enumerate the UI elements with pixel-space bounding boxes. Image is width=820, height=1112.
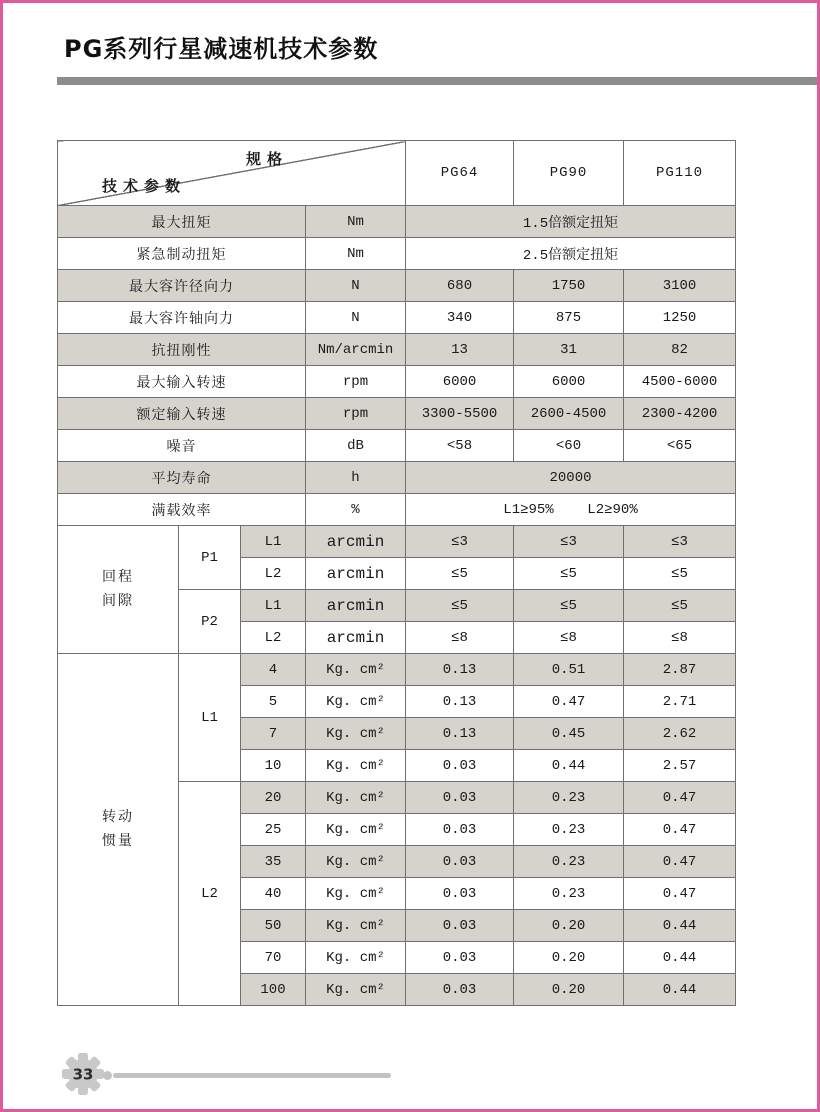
param-name-cell: 平均寿命 — [58, 462, 306, 494]
ratio-cell: 100 — [241, 974, 306, 1006]
ratio-cell: 7 — [241, 718, 306, 750]
table-row — [58, 334, 736, 366]
value-cell-pg110: 2.57 — [624, 750, 736, 782]
value-cell-pg90: ≤3 — [514, 526, 624, 558]
table-row — [58, 238, 736, 270]
value-cell-pg64: 3300-5500 — [406, 398, 514, 430]
unit-cell: h — [306, 462, 406, 494]
backlash-group-cell-line1: 回程 — [102, 568, 134, 585]
ratio-cell: 25 — [241, 814, 306, 846]
unit-cell: Nm/arcmin — [306, 334, 406, 366]
value-cell-pg90: 0.23 — [514, 782, 624, 814]
inertia-group-cell-line1: 转动 — [102, 808, 134, 825]
unit-cell: Kg. cm² — [306, 654, 406, 686]
page-title: PG系列行星减速机技术参数 — [64, 35, 379, 63]
ratio-cell: 35 — [241, 846, 306, 878]
value-cell-pg90: 875 — [514, 302, 624, 334]
value-cell-pg90: 6000 — [514, 366, 624, 398]
param-name-cell: 抗扭刚性 — [58, 334, 306, 366]
value-cell-pg110: 2.62 — [624, 718, 736, 750]
spec-table-body — [58, 141, 736, 1006]
unit-cell: arcmin — [306, 590, 406, 622]
value-cell-pg90: <60 — [514, 430, 624, 462]
value-cell-pg64: ≤8 — [406, 622, 514, 654]
stage-cell: L2 — [241, 622, 306, 654]
table-row — [58, 366, 736, 398]
param-name-cell: 满载效率 — [58, 494, 306, 526]
param-name-cell: 额定输入转速 — [58, 398, 306, 430]
ratio-cell: 10 — [241, 750, 306, 782]
unit-cell: arcmin — [306, 622, 406, 654]
param-name-cell: 最大输入转速 — [58, 366, 306, 398]
param-name-cell: 最大容许径向力 — [58, 270, 306, 302]
param-name-cell: 紧急制动扭矩 — [58, 238, 306, 270]
value-cell-pg64: 0.03 — [406, 782, 514, 814]
unit-cell: Kg. cm² — [306, 686, 406, 718]
value-cell-pg110: 0.47 — [624, 782, 736, 814]
unit-cell: % — [306, 494, 406, 526]
table-row — [58, 206, 736, 238]
precision-grade-cell: P1 — [179, 526, 241, 590]
value-cell-pg90: 0.51 — [514, 654, 624, 686]
value-cell-pg64: 340 — [406, 302, 514, 334]
table-row — [58, 398, 736, 430]
value-cell-pg110: 2.87 — [624, 654, 736, 686]
value-cell-pg64: 0.03 — [406, 750, 514, 782]
param-name-cell: 最大容许轴向力 — [58, 302, 306, 334]
unit-cell: rpm — [306, 398, 406, 430]
value-cell-pg110: 82 — [624, 334, 736, 366]
value-cell-pg90: ≤5 — [514, 558, 624, 590]
unit-cell: N — [306, 302, 406, 334]
unit-cell: Kg. cm² — [306, 910, 406, 942]
table-row — [58, 526, 736, 558]
ratio-cell: 4 — [241, 654, 306, 686]
table-row — [58, 270, 736, 302]
value-cell-pg110: 0.47 — [624, 814, 736, 846]
stage-cell: L1 — [241, 590, 306, 622]
value-cell-pg64: 0.03 — [406, 814, 514, 846]
unit-cell: Kg. cm² — [306, 942, 406, 974]
value-cell-pg110: 0.47 — [624, 846, 736, 878]
unit-cell: rpm — [306, 366, 406, 398]
value-cell-pg64: 13 — [406, 334, 514, 366]
ratio-cell: 20 — [241, 782, 306, 814]
gear-icon — [61, 1052, 105, 1096]
value-cell-pg90: 0.23 — [514, 878, 624, 910]
value-cell-pg90: 0.20 — [514, 942, 624, 974]
value-cell-pg110: ≤5 — [624, 558, 736, 590]
merged-value-cell: L1≥95% L2≥90% — [406, 494, 736, 526]
unit-cell: Kg. cm² — [306, 718, 406, 750]
table-row — [58, 494, 736, 526]
value-cell-pg90: 0.23 — [514, 814, 624, 846]
value-cell-pg64: ≤5 — [406, 590, 514, 622]
value-cell-pg110: 1250 — [624, 302, 736, 334]
stage-cell: L2 — [241, 558, 306, 590]
corner-spec-label: 规格 — [246, 150, 289, 168]
footer-rule — [113, 1073, 391, 1078]
stage-cell: L1 — [241, 526, 306, 558]
stage-group-cell: L2 — [179, 782, 241, 1006]
value-cell-pg90: ≤8 — [514, 622, 624, 654]
value-cell-pg90: 0.20 — [514, 910, 624, 942]
value-cell-pg64: 0.13 — [406, 654, 514, 686]
ratio-cell: 70 — [241, 942, 306, 974]
table-row — [58, 462, 736, 494]
table-row — [58, 302, 736, 334]
value-cell-pg64: 0.03 — [406, 942, 514, 974]
unit-cell: N — [306, 270, 406, 302]
value-cell-pg64: 680 — [406, 270, 514, 302]
inertia-group-cell-line2: 惯量 — [102, 832, 134, 849]
param-name-cell: 最大扭矩 — [58, 206, 306, 238]
value-cell-pg110: ≤3 — [624, 526, 736, 558]
value-cell-pg64: 0.03 — [406, 910, 514, 942]
unit-cell: Kg. cm² — [306, 750, 406, 782]
value-cell-pg64: 6000 — [406, 366, 514, 398]
table-header-row — [58, 141, 736, 206]
value-cell-pg64: 0.03 — [406, 974, 514, 1006]
value-cell-pg64: 0.03 — [406, 878, 514, 910]
inertia-group-cell — [58, 654, 179, 1006]
table-corner-cell — [58, 141, 406, 206]
precision-grade-cell: P2 — [179, 590, 241, 654]
page-number-badge: 33 — [72, 1065, 94, 1084]
value-cell-pg110: 0.44 — [624, 974, 736, 1006]
unit-cell: Kg. cm² — [306, 974, 406, 1006]
value-cell-pg90: ≤5 — [514, 590, 624, 622]
value-cell-pg90: 31 — [514, 334, 624, 366]
corner-param-label: 技术参数 — [102, 177, 187, 195]
ratio-cell: 50 — [241, 910, 306, 942]
value-cell-pg110: <65 — [624, 430, 736, 462]
value-cell-pg64: 0.03 — [406, 846, 514, 878]
value-cell-pg64: ≤3 — [406, 526, 514, 558]
param-name-cell: 噪音 — [58, 430, 306, 462]
column-header-pg110: PG110 — [624, 141, 736, 206]
unit-cell: Kg. cm² — [306, 878, 406, 910]
column-header-pg64: PG64 — [406, 141, 514, 206]
value-cell-pg110: 0.47 — [624, 878, 736, 910]
value-cell-pg110: 0.44 — [624, 910, 736, 942]
merged-value-cell: 1.5倍额定扭矩 — [406, 206, 736, 238]
value-cell-pg90: 1750 — [514, 270, 624, 302]
value-cell-pg110: 3100 — [624, 270, 736, 302]
value-cell-pg110: ≤5 — [624, 590, 736, 622]
ratio-cell: 5 — [241, 686, 306, 718]
unit-cell: Kg. cm² — [306, 846, 406, 878]
value-cell-pg90: 2600-4500 — [514, 398, 624, 430]
footer-dot — [103, 1071, 112, 1080]
spec-table — [57, 140, 736, 1006]
value-cell-pg90: 0.23 — [514, 846, 624, 878]
stage-group-cell: L1 — [179, 654, 241, 782]
backlash-group-cell — [58, 526, 179, 654]
value-cell-pg90: 0.20 — [514, 974, 624, 1006]
merged-value-cell: 20000 — [406, 462, 736, 494]
value-cell-pg110: 2.71 — [624, 686, 736, 718]
value-cell-pg64: <58 — [406, 430, 514, 462]
merged-value-cell: 2.5倍额定扭矩 — [406, 238, 736, 270]
value-cell-pg90: 0.47 — [514, 686, 624, 718]
unit-cell: Nm — [306, 206, 406, 238]
table-row — [58, 654, 736, 686]
unit-cell: Nm — [306, 238, 406, 270]
unit-cell: arcmin — [306, 558, 406, 590]
value-cell-pg110: ≤8 — [624, 622, 736, 654]
unit-cell: arcmin — [306, 526, 406, 558]
title-underline-bar — [57, 77, 817, 85]
unit-cell: dB — [306, 430, 406, 462]
value-cell-pg64: 0.13 — [406, 686, 514, 718]
unit-cell: Kg. cm² — [306, 782, 406, 814]
value-cell-pg64: ≤5 — [406, 558, 514, 590]
table-row — [58, 430, 736, 462]
value-cell-pg110: 2300-4200 — [624, 398, 736, 430]
value-cell-pg110: 4500-6000 — [624, 366, 736, 398]
unit-cell: Kg. cm² — [306, 814, 406, 846]
ratio-cell: 40 — [241, 878, 306, 910]
value-cell-pg110: 0.44 — [624, 942, 736, 974]
value-cell-pg64: 0.13 — [406, 718, 514, 750]
backlash-group-cell-line2: 间隙 — [102, 592, 134, 609]
column-header-pg90: PG90 — [514, 141, 624, 206]
value-cell-pg90: 0.44 — [514, 750, 624, 782]
value-cell-pg90: 0.45 — [514, 718, 624, 750]
